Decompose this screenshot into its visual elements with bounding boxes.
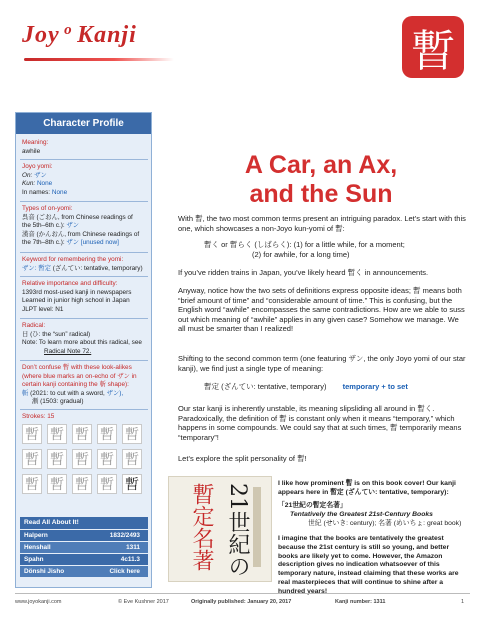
read-all-about-it-header: Read All About It! bbox=[20, 517, 148, 529]
logo-o: o bbox=[64, 22, 73, 38]
book-cover-spine-band bbox=[253, 487, 261, 567]
lookalike-gloss-1: (2021: to cut with a sword, bbox=[30, 389, 105, 397]
rel-jlpt: JLPT level: N1 bbox=[22, 305, 64, 313]
book-cover-title-left: 暫定名著 bbox=[189, 483, 214, 571]
on-value: ザン bbox=[34, 171, 47, 179]
keyword-kanji: ザン: 暫定 bbox=[22, 264, 51, 272]
radical-section bbox=[22, 322, 148, 356]
book-note: I imagine that the books are tentatively the greatest because the 21st century is still so young, and better books are likely yet to come. However, the Amazon description gives no indication whatsoever of this temporary nature, instead claiming that these works are real masterpieces that will continue to shine after a hundred years! bbox=[278, 535, 459, 595]
rel-school: Learned in junior high school in Japan bbox=[22, 297, 130, 305]
book-en-title: Tentatively the Greatest 21st-Century Books bbox=[290, 511, 433, 518]
lookalike-yomi-1: ザン), bbox=[106, 389, 124, 397]
lookalikes-label: Don’t confuse 暫 with these look-alikes bbox=[22, 364, 132, 371]
reference-value: 1311 bbox=[126, 544, 140, 551]
definition-line-2: (2) for awhile, for a long time) bbox=[252, 249, 350, 259]
onyomi-goon-line: 呉音 (ごおん, from Chinese readings of bbox=[22, 213, 133, 221]
divider bbox=[20, 409, 148, 410]
onyomi-types-section bbox=[22, 205, 148, 248]
stroke-order-cell: 暫 bbox=[72, 424, 92, 444]
featured-kanji: 暫 bbox=[402, 16, 464, 78]
definition-line-1: 暫く or 暫らく (しばらく): (1) for a little while, for a moment; bbox=[204, 240, 405, 249]
stroke-order-cell: 暫 bbox=[47, 474, 67, 494]
stroke-order-cell: 暫 bbox=[72, 474, 92, 494]
reference-name: Spahn bbox=[24, 556, 44, 563]
kun-value: None bbox=[36, 180, 53, 188]
lookalike-kanji-2: 漸 bbox=[32, 398, 39, 406]
divider bbox=[20, 318, 148, 319]
reference-value: 4c11.3 bbox=[120, 556, 140, 563]
stroke-order-cell: 暫 bbox=[72, 449, 92, 469]
lookalike-kanji-1: 斬 bbox=[22, 389, 29, 397]
reference-value: 1832/2493 bbox=[109, 532, 140, 539]
stroke-order-cell: 暫 bbox=[97, 474, 117, 494]
book-cover-title-right: 21世紀の bbox=[225, 483, 250, 577]
divider bbox=[20, 252, 148, 253]
stroke-order-cell: 暫 bbox=[22, 449, 42, 469]
divider bbox=[20, 360, 148, 361]
divider bbox=[20, 276, 148, 277]
paragraph-4: Shifting to the second common term (one featuring ザン, the only Joyo yomi of our star kanji), we find just a single type of meaning: bbox=[178, 354, 466, 373]
onyomi-goon-value: ザン bbox=[66, 222, 80, 230]
title-line-1: A Car, an Ax, bbox=[244, 151, 398, 179]
onyomi-kanon-era: the 7th–8th c.): bbox=[22, 239, 65, 247]
reference-value[interactable]: Click here bbox=[109, 568, 140, 575]
paragraph-1: With 暫, the two most common terms present an intriguing paradox. Let’s start with this one, which showcases a non-Joyo kun-yomi of 暫: bbox=[178, 214, 466, 233]
book-gloss: 世紀 (せいき: century); 名著 (めいちょ: great book) bbox=[308, 520, 462, 527]
onyomi-goon-era: the 5th–6th c.): bbox=[22, 222, 65, 230]
onyomi-kanon-line: 漢音 (かんおん, from Chinese readings of bbox=[22, 230, 140, 238]
sidebar-header: Character Profile bbox=[16, 113, 151, 134]
logo-joy: Joy bbox=[22, 22, 60, 48]
stroke-order-cell: 暫 bbox=[122, 424, 142, 444]
radical-note-link[interactable]: Radical Note 72. bbox=[44, 347, 92, 355]
page-footer bbox=[15, 593, 470, 605]
kun-label: Kun: bbox=[22, 180, 36, 188]
names-label: In names: bbox=[22, 188, 51, 196]
keyword-section bbox=[22, 256, 148, 273]
meaning-section bbox=[22, 139, 148, 156]
keyword-label: Keyword for remembering the yomi: bbox=[22, 256, 124, 263]
lookalike-gloss-2: (1503: gradual) bbox=[40, 398, 84, 406]
joyo-yomi-section bbox=[22, 163, 148, 197]
onyomi-kanon-value: ザン [unused now] bbox=[66, 239, 119, 247]
zantei-breakdown: temporary + to set bbox=[342, 382, 408, 391]
reference-name: Halpern bbox=[24, 532, 48, 539]
stroke-order-cell: 暫 bbox=[47, 449, 67, 469]
footer-kanji-number: Kanji number: 1311 bbox=[335, 599, 386, 605]
rel-frequency: 1393rd most-used kanji in newspapers bbox=[22, 288, 132, 296]
paragraph-6: Let’s explore the split personality of 暫! bbox=[178, 454, 307, 463]
joyo-yomi-label: Joyo yomi: bbox=[22, 163, 53, 170]
logo-brush-underline bbox=[24, 58, 174, 61]
stroke-order-cell: 暫 bbox=[47, 424, 67, 444]
book-intro: I like how prominent 暫 is on this book cover! Our kanji appears here in 暫定 (ざんてい: tentative, temporary): bbox=[278, 480, 456, 496]
footer-copyright: © Eve Kushner 2017 bbox=[118, 599, 169, 605]
relative-label: Relative importance and difficulty: bbox=[22, 280, 118, 287]
names-value: None bbox=[51, 188, 68, 196]
radical-note: Note: To learn more about this radical, see bbox=[22, 339, 142, 347]
character-profile-sidebar bbox=[15, 112, 152, 588]
book-jp-title: 「21世紀の暫定名著」 bbox=[278, 502, 347, 509]
footer-published: Originally published: January 20, 2017 bbox=[191, 599, 292, 605]
paragraph-3: Anyway, notice how the two sets of definitions express opposite ideas; 暫 means both “brief amount of time” and “considerable amount of time.” This is confusing, but the English word “awhile” encompasses the same contradictions. How are we able to suss out which meaning of “awhile” applies in any given case? Somehow we manage. We all must be smarter than I realized! bbox=[178, 286, 465, 334]
stroke-order-cell: 暫 bbox=[122, 474, 142, 494]
logo-kanji: Kanji bbox=[77, 22, 137, 48]
relative-importance-section bbox=[22, 280, 148, 314]
paragraph-5: Our star kanji is inherently unstable, its meaning slipsliding all around in 暫く. Paradoxically, the definition of 暫 is constant only when it means “temporary,” which happens in some compounds. We could say that at such times, 暫 temporarily means “temporary”! bbox=[178, 404, 462, 442]
radical-value: 日 (ひ: the “sun” radical) bbox=[22, 330, 91, 338]
strokes-label bbox=[22, 413, 148, 422]
joyo-kanji-logo[interactable] bbox=[22, 22, 202, 64]
footer-page-number: 1 bbox=[461, 599, 465, 605]
definition-shibaraku bbox=[178, 240, 466, 259]
definition-zantei bbox=[178, 382, 466, 392]
book-cover-image bbox=[168, 476, 272, 582]
strokes-count: Strokes: 15 bbox=[22, 413, 55, 420]
stroke-order-cell: 暫 bbox=[97, 449, 117, 469]
onyomi-types-label: Types of on-yomi: bbox=[22, 205, 73, 212]
stroke-order-cell: 暫 bbox=[97, 424, 117, 444]
lookalikes-label-3: certain kanji containing the 斬 shape): bbox=[22, 381, 129, 389]
lookalikes-section bbox=[22, 364, 148, 407]
meaning-label: Meaning: bbox=[22, 139, 49, 146]
divider bbox=[20, 159, 148, 160]
on-label: On: bbox=[22, 171, 33, 179]
stroke-order-cell: 暫 bbox=[22, 424, 42, 444]
reference-name: Dönshi Jisho bbox=[24, 568, 65, 575]
meaning-value: awhile bbox=[22, 147, 41, 155]
article-title bbox=[186, 151, 456, 209]
reference-row bbox=[20, 530, 148, 541]
keyword-gloss: (ざんてい: tentative, temporary) bbox=[52, 264, 143, 272]
stroke-order-cell: 暫 bbox=[122, 449, 142, 469]
lookalikes-label-2: (where blue marks an on-echo of ザン in bbox=[22, 372, 137, 380]
footer-site[interactable]: www.joyokanji.com bbox=[15, 599, 62, 605]
paragraph-2: If you’ve ridden trains in Japan, you’ve likely heard 暫く in announcements. bbox=[178, 268, 429, 277]
reference-row bbox=[20, 554, 148, 565]
reference-name: Henshall bbox=[24, 544, 51, 551]
radical-label: Radical: bbox=[22, 322, 46, 329]
reference-row[interactable] bbox=[20, 566, 148, 577]
divider bbox=[20, 201, 148, 202]
stroke-order-cell: 暫 bbox=[22, 474, 42, 494]
zantei-definition: 暫定 (ざんてい: tentative, temporary) bbox=[204, 382, 327, 391]
title-line-2: and the Sun bbox=[249, 180, 393, 208]
reference-row bbox=[20, 542, 148, 553]
